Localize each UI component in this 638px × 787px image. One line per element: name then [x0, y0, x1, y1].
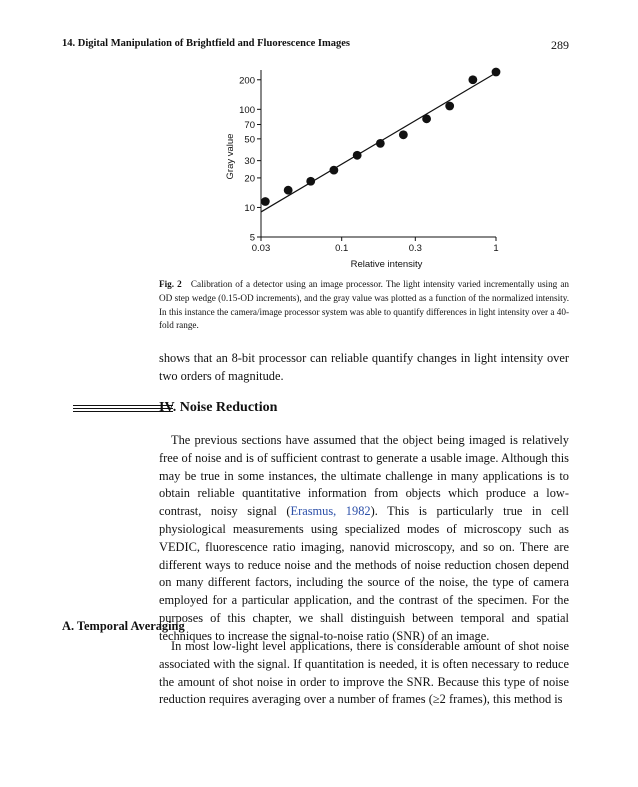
section-rule: [73, 405, 173, 414]
data-point: [329, 166, 338, 175]
data-point: [261, 197, 270, 206]
x-tick-label: 0.1: [335, 243, 349, 254]
y-tick-label: 10: [244, 202, 255, 214]
paragraph-noise-reduction: [159, 432, 569, 646]
y-tick-label: 50: [244, 134, 255, 146]
figure-label: Fig. 2: [159, 279, 182, 289]
x-tick-label: 0.03: [251, 243, 271, 254]
section-title: IV. Noise Reduction: [159, 400, 278, 415]
data-point: [353, 151, 362, 160]
y-tick-label: 100: [239, 104, 255, 116]
data-point: [376, 139, 385, 148]
data-point: [422, 114, 431, 123]
data-point: [399, 130, 408, 139]
data-point: [468, 75, 477, 84]
paragraph-temporal-averaging: In most low-light level applications, there is considerable amount of shot noise associated with the signal. If quantitation is needed, it is often necessary to reduce the amount of shot noise in order to improve the SNR. Because this type of noise reduction requires averaging over a number of frames (≥2 frames), this method is: [159, 639, 569, 707]
y-tick-label: 5: [249, 232, 255, 244]
calibration-figure: [200, 64, 520, 274]
paragraph-text-a: The previous sections have assumed that the object being imaged is relatively free of noise and is of sufficient contrast to generate a usable image. Although this may be true in some instances, the ultimate challenge in many applications is to obtain reliable quantitative information from objects which produce a low-contrast, noisy signal (: [159, 433, 569, 519]
data-point: [306, 177, 315, 186]
data-point: [445, 102, 454, 111]
y-tick-label: 200: [239, 75, 255, 87]
y-tick-label: 30: [244, 156, 255, 168]
data-point: [492, 68, 501, 77]
x-axis-label: Relative intensity: [350, 259, 423, 270]
page-number: 289: [551, 38, 569, 52]
subsection-title: A. Temporal Averaging: [62, 619, 185, 633]
paragraph-intro: shows that an 8-bit processor can reliable quantify changes in light intensity over two orders of magnitude.: [159, 351, 569, 383]
calibration-chart: [200, 64, 520, 274]
paragraph-text-b: ). This is particularly true in cell physiological measurements using specialized modes of microscopy such as VEDIC, fluorescence ratio imaging, nanovid microscopy, and so on. There are different ways to reduce noise and the methods of noise reduction chosen depend on many different factors, including the source of the noise, the type of camera employed for a particular application, and the contrast of the specimen. For the purposes of this chapter, we shall distinguish between temporal and spatial techniques to increase the signal-to-noise ratio (SNR) of an image.: [159, 504, 569, 643]
figure-caption-text: Calibration of a detector using an image processor. The light intensity varied incrementally using an OD step wedge (0.15-OD increments), and the gray value was plotted as a function of the normalized intensity. In this instance the camera/image processor system was able to quantify differences in light intensity over a 40-fold range.: [159, 279, 569, 331]
figure-caption: [159, 278, 569, 333]
y-axis-label: Gray value: [225, 133, 236, 180]
data-point: [284, 186, 293, 195]
citation-link[interactable]: Erasmus, 1982: [290, 504, 371, 519]
x-tick-label: 1: [493, 243, 499, 254]
running-head: 14. Digital Manipulation of Brightfield and Fluorescence Images: [62, 38, 350, 49]
x-tick-label: 0.3: [408, 243, 422, 254]
y-tick-label: 20: [244, 173, 255, 185]
y-tick-label: 70: [244, 120, 255, 132]
